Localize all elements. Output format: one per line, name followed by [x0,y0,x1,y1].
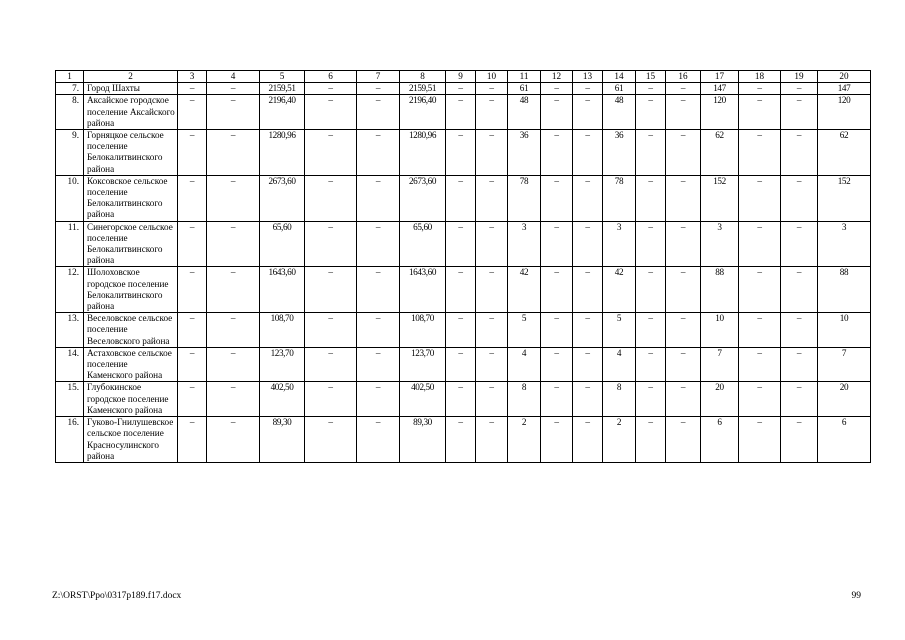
value-cell: – [781,347,818,382]
value-cell: – [781,175,818,221]
value-cell: – [666,221,701,267]
row-index-cell: 7. [56,83,84,95]
column-number-cell: 13 [573,71,603,83]
row-index-cell: 15. [56,382,84,417]
column-number-cell: 12 [541,71,573,83]
value-cell: – [541,83,573,95]
table-row [56,83,871,95]
table-row [56,382,871,417]
value-cell: – [541,130,573,176]
value-cell: – [541,221,573,267]
value-cell: – [781,95,818,130]
municipality-name-cell: Шолоховское городское поселение Белокалитвинского района [84,267,178,313]
row-index-cell: 8. [56,95,84,130]
value-cell: – [446,175,476,221]
value-cell: – [476,313,508,348]
row-index-cell: 9. [56,130,84,176]
value-cell: 3 [508,221,541,267]
value-cell: – [207,175,260,221]
value-cell: 36 [603,130,636,176]
value-cell: – [178,382,207,417]
municipality-name-cell: Веселовское сельское поселение Веселовского района [84,313,178,348]
value-cell: – [739,313,781,348]
municipality-name-cell: Горняцкое сельское поселение Белокалитвинского района [84,130,178,176]
table-row [56,417,871,463]
value-cell: – [476,417,508,463]
value-cell: – [476,221,508,267]
value-cell: – [636,267,666,313]
value-cell: – [476,347,508,382]
value-cell: 3 [603,221,636,267]
value-cell: – [357,313,400,348]
value-cell: 48 [603,95,636,130]
value-cell: 20 [818,382,871,417]
value-cell: 120 [818,95,871,130]
value-cell: – [357,130,400,176]
value-cell: – [446,130,476,176]
value-cell: – [666,347,701,382]
value-cell: 5 [508,313,541,348]
value-cell: – [573,267,603,313]
value-cell: – [541,417,573,463]
value-cell: – [573,95,603,130]
value-cell: 7 [701,347,739,382]
value-cell: – [739,347,781,382]
column-number-cell: 10 [476,71,508,83]
row-index-cell: 16. [56,417,84,463]
value-cell: – [636,313,666,348]
value-cell: 2 [508,417,541,463]
value-cell: – [666,130,701,176]
value-cell: – [666,267,701,313]
value-cell: 152 [701,175,739,221]
value-cell: 78 [508,175,541,221]
value-cell: – [573,347,603,382]
value-cell: 62 [818,130,871,176]
value-cell: – [357,382,400,417]
value-cell: – [636,175,666,221]
value-cell: – [739,83,781,95]
municipality-name-cell: Коксовское сельское поселение Белокалитвинского района [84,175,178,221]
value-cell: 7 [818,347,871,382]
value-cell: 108,70 [400,313,446,348]
column-number-cell: 11 [508,71,541,83]
value-cell: – [357,221,400,267]
value-cell: 89,30 [400,417,446,463]
value-cell: – [739,417,781,463]
row-index-cell: 10. [56,175,84,221]
value-cell: 65,60 [260,221,305,267]
value-cell: – [178,175,207,221]
value-cell: – [446,382,476,417]
value-cell: – [476,83,508,95]
value-cell: – [739,382,781,417]
value-cell: 5 [603,313,636,348]
table-row [56,175,871,221]
value-cell: 3 [701,221,739,267]
value-cell: 4 [603,347,636,382]
value-cell: – [541,175,573,221]
column-number-cell: 9 [446,71,476,83]
value-cell: – [207,382,260,417]
value-cell: 6 [818,417,871,463]
value-cell: – [666,95,701,130]
table-row [56,267,871,313]
value-cell: 8 [508,382,541,417]
value-cell: 36 [508,130,541,176]
value-cell: – [305,221,357,267]
value-cell: 61 [603,83,636,95]
value-cell: – [207,221,260,267]
value-cell: – [541,347,573,382]
value-cell: – [573,313,603,348]
value-cell: – [781,382,818,417]
value-cell: – [573,417,603,463]
column-number-cell: 3 [178,71,207,83]
value-cell: – [357,417,400,463]
value-cell: 78 [603,175,636,221]
value-cell: 89,30 [260,417,305,463]
value-cell: 20 [701,382,739,417]
table-header-row [56,71,871,83]
value-cell: 1280,96 [260,130,305,176]
data-table [55,70,871,463]
value-cell: 2159,51 [260,83,305,95]
value-cell: – [305,267,357,313]
value-cell: – [357,267,400,313]
table-row [56,347,871,382]
footer-file-path: Z:\ORST\Ppo\0317p189.f17.docx [52,591,182,601]
value-cell: – [636,417,666,463]
value-cell: – [178,83,207,95]
column-number-cell: 14 [603,71,636,83]
value-cell: – [178,267,207,313]
value-cell: 10 [701,313,739,348]
value-cell: – [739,267,781,313]
value-cell: – [446,221,476,267]
value-cell: 402,50 [400,382,446,417]
row-index-cell: 12. [56,267,84,313]
value-cell: – [636,221,666,267]
value-cell: – [446,313,476,348]
value-cell: – [446,417,476,463]
value-cell: – [305,83,357,95]
value-cell: 6 [701,417,739,463]
value-cell: 42 [603,267,636,313]
row-index-cell: 11. [56,221,84,267]
row-index-cell: 14. [56,347,84,382]
value-cell: – [781,313,818,348]
value-cell: 65,60 [400,221,446,267]
value-cell: 120 [701,95,739,130]
column-number-cell: 17 [701,71,739,83]
value-cell: – [739,130,781,176]
value-cell: 147 [701,83,739,95]
value-cell: – [573,382,603,417]
value-cell: 2159,51 [400,83,446,95]
column-number-cell: 16 [666,71,701,83]
value-cell: – [476,175,508,221]
value-cell: – [573,83,603,95]
value-cell: 108,70 [260,313,305,348]
value-cell: – [207,95,260,130]
value-cell: 2673,60 [260,175,305,221]
value-cell: – [207,347,260,382]
value-cell: 3 [818,221,871,267]
value-cell: – [636,130,666,176]
value-cell: – [541,313,573,348]
value-cell: 402,50 [260,382,305,417]
value-cell: – [207,83,260,95]
column-number-cell: 20 [818,71,871,83]
column-number-cell: 2 [84,71,178,83]
value-cell: 42 [508,267,541,313]
value-cell: – [305,95,357,130]
table-row [56,221,871,267]
value-cell: 152 [818,175,871,221]
value-cell: – [357,175,400,221]
value-cell: – [357,83,400,95]
value-cell: – [541,95,573,130]
value-cell: – [573,175,603,221]
column-number-cell: 7 [357,71,400,83]
row-index-cell: 13. [56,313,84,348]
value-cell: – [178,417,207,463]
value-cell: 48 [508,95,541,130]
value-cell: – [476,267,508,313]
value-cell: – [666,83,701,95]
value-cell: – [446,95,476,130]
value-cell: – [305,130,357,176]
value-cell: 123,70 [260,347,305,382]
value-cell: – [541,382,573,417]
value-cell: 1280,96 [400,130,446,176]
value-cell: 2673,60 [400,175,446,221]
municipality-name-cell: Астаховское сельское поселение Каменского района [84,347,178,382]
value-cell: – [781,221,818,267]
column-number-cell: 1 [56,71,84,83]
value-cell: 88 [818,267,871,313]
value-cell: 62 [701,130,739,176]
value-cell: – [636,347,666,382]
value-cell: – [781,417,818,463]
value-cell: – [636,382,666,417]
document-sheet [55,70,870,463]
value-cell: 61 [508,83,541,95]
table-row [56,130,871,176]
value-cell: 88 [701,267,739,313]
value-cell: 2 [603,417,636,463]
value-cell: 1643,60 [260,267,305,313]
table-row [56,313,871,348]
value-cell: – [476,95,508,130]
value-cell: – [739,175,781,221]
value-cell: – [666,313,701,348]
municipality-name-cell: Гуково-Гнилушевское сельское поселение Красносулинского района [84,417,178,463]
value-cell: – [666,175,701,221]
value-cell: – [739,221,781,267]
value-cell: 1643,60 [400,267,446,313]
value-cell: – [446,267,476,313]
value-cell: – [305,417,357,463]
column-number-cell: 8 [400,71,446,83]
municipality-name-cell: Глубокинское городское поселение Каменского района [84,382,178,417]
column-number-cell: 6 [305,71,357,83]
value-cell: – [781,83,818,95]
value-cell: – [739,95,781,130]
value-cell: – [781,267,818,313]
value-cell: – [357,95,400,130]
value-cell: – [178,221,207,267]
value-cell: – [357,347,400,382]
value-cell: – [178,130,207,176]
footer-page-number: 99 [851,591,861,601]
value-cell: – [781,130,818,176]
column-number-cell: 4 [207,71,260,83]
value-cell: – [666,417,701,463]
column-number-cell: 5 [260,71,305,83]
value-cell: – [207,130,260,176]
value-cell: – [573,130,603,176]
value-cell: – [178,347,207,382]
value-cell: – [446,347,476,382]
value-cell: – [305,175,357,221]
value-cell: 147 [818,83,871,95]
value-cell: – [636,95,666,130]
value-cell: 8 [603,382,636,417]
value-cell: – [178,95,207,130]
municipality-name-cell: Город Шахты [84,83,178,95]
value-cell: – [476,130,508,176]
column-number-cell: 15 [636,71,666,83]
column-number-cell: 19 [781,71,818,83]
value-cell: – [541,267,573,313]
value-cell: 10 [818,313,871,348]
value-cell: 4 [508,347,541,382]
municipality-name-cell: Аксайское городское поселение Аксайского района [84,95,178,130]
municipality-name-cell: Синегорское сельское поселение Белокалитвинского района [84,221,178,267]
value-cell: 123,70 [400,347,446,382]
value-cell: – [305,347,357,382]
value-cell: – [446,83,476,95]
value-cell: 2196,40 [260,95,305,130]
value-cell: – [573,221,603,267]
value-cell: – [207,267,260,313]
table-row [56,95,871,130]
value-cell: – [476,382,508,417]
value-cell: – [636,83,666,95]
value-cell: – [666,382,701,417]
value-cell: – [207,417,260,463]
column-number-cell: 18 [739,71,781,83]
value-cell: 2196,40 [400,95,446,130]
value-cell: – [207,313,260,348]
value-cell: – [178,313,207,348]
value-cell: – [305,382,357,417]
value-cell: – [305,313,357,348]
